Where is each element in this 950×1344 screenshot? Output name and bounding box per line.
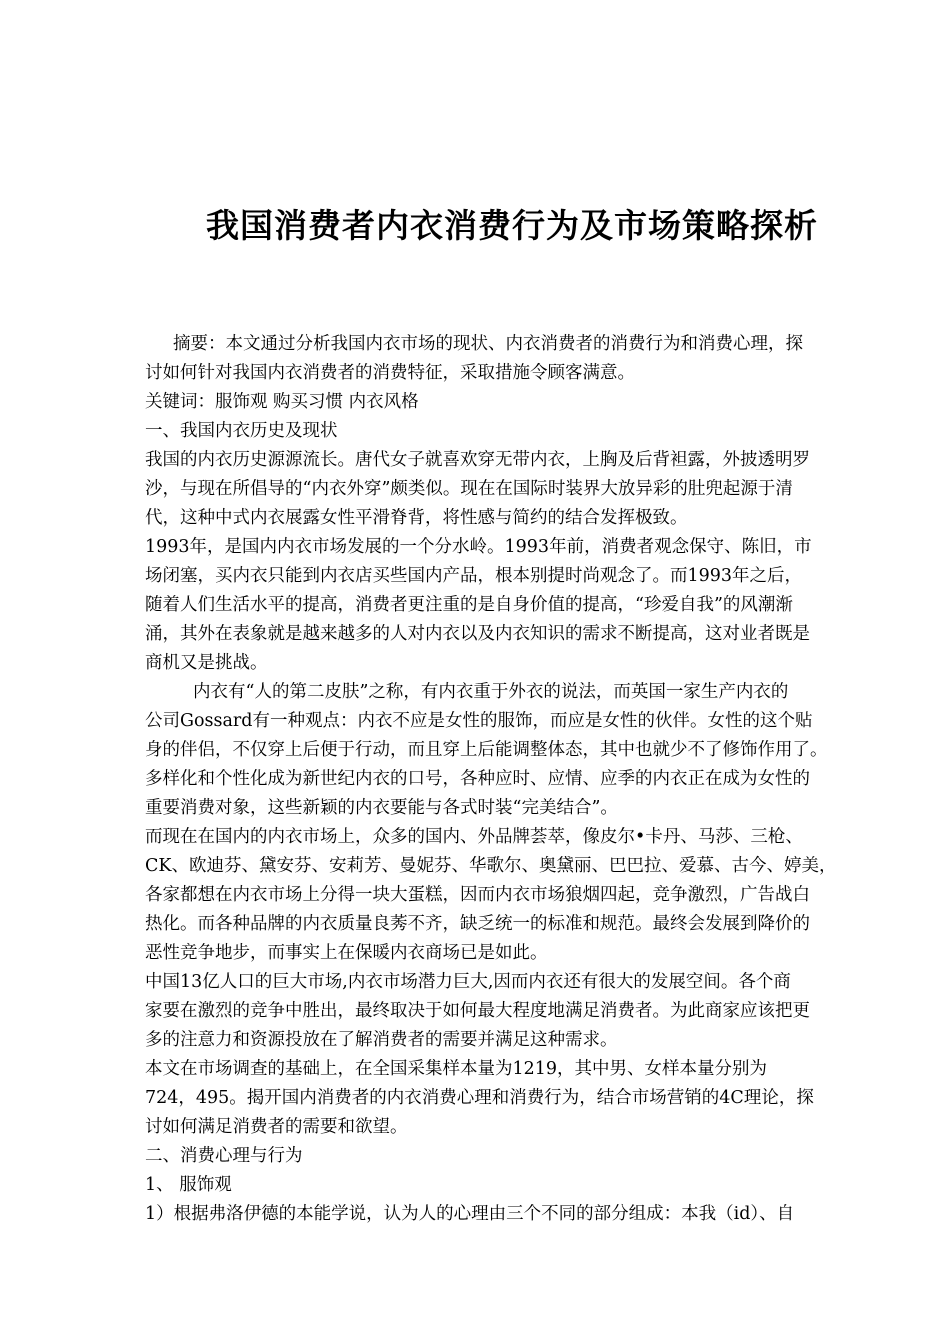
body-line: 本文在市场调查的基础上，在全国采集样本量为1219，其中男、女样本量分别为: [145, 1059, 768, 1079]
body-line: 1）根据弗洛伊德的本能学说，认为人的心理由三个不同的部分组成：本我（id）、自: [145, 1204, 795, 1224]
section-heading: 一、我国内衣历史及现状: [145, 421, 338, 441]
body-line: 恶性竞争地步，而事实上在保暖内衣商场已是如此。: [145, 943, 548, 963]
body-line: 而现在在国内的内衣市场上，众多的国内、外品牌荟萃，像皮尔•卡丹、马莎、三枪、: [145, 827, 803, 847]
body-line: 代，这种中式内衣展露女性平滑脊背，将性感与简约的结合发挥极致。: [145, 508, 688, 528]
body-line: 热化。而各种品牌的内衣质量良莠不齐，缺乏统一的标准和规范。最终会发展到降价的: [145, 914, 810, 934]
body-line: 中国13亿人口的巨大市场,内衣市场潜力巨大,因而内衣还有很大的发展空间。各个商: [145, 972, 791, 992]
body-line: 我国的内衣历史源源流长。唐代女子就喜欢穿无带内衣，上胸及后背袒露，外披透明罗: [145, 450, 810, 470]
body-line: CK、欧迪芬、黛安芬、安莉芳、曼妮芬、华歌尔、奥黛丽、巴巴拉、爱慕、古今、婷美，: [145, 856, 837, 876]
body-line: 1993年，是国内内衣市场发展的一个分水岭。1993年前，消费者观念保守、陈旧，市: [145, 537, 812, 557]
body-line: 各家都想在内衣市场上分得一块大蛋糕，因而内衣市场狼烟四起，竞争激烈，广告战白: [145, 885, 810, 905]
body-line: 内衣有“人的第二皮肤”之称，有内衣重于外衣的说法，而英国一家生产内衣的: [193, 682, 789, 702]
subsection-heading: 1、 服饰观: [145, 1175, 232, 1195]
body-line: 家要在激烈的竞争中胜出，最终取决于如何最大程度地满足消费者。为此商家应该把更: [145, 1001, 810, 1021]
body-line: 讨如何满足消费者的需要和欲望。: [145, 1117, 408, 1137]
body-line: 随着人们生活水平的提高，消费者更注重的是自身价值的提高，“珍爱自我”的风潮渐: [145, 595, 793, 615]
body-line: 多样化和个性化成为新世纪内衣的口号，各种应时、应情、应季的内衣正在成为女性的: [145, 769, 810, 789]
abstract-line: 讨如何针对我国内衣消费者的消费特征，采取措施令顾客满意。: [145, 363, 635, 383]
section-heading: 二、消费心理与行为: [145, 1146, 303, 1166]
body-line: 公司Gossard有一种观点：内衣不应是女性的服饰，而应是女性的伙伴。女性的这个贴: [145, 711, 813, 731]
document-title: 我国消费者内衣消费行为及市场策略探析: [206, 206, 818, 245]
body-line: 沙，与现在所倡导的“内衣外穿”颇类似。现在在国际时装界大放异彩的肚兜起源于清: [145, 479, 793, 499]
body-line: 场闭塞，买内衣只能到内衣店买些国内产品，根本别提时尚观念了。而1993年之后，: [145, 566, 803, 586]
body-line: 724，495。揭开国内消费者的内衣消费心理和消费行为，结合市场营销的4C理论，探: [145, 1088, 814, 1108]
keywords-line: 关键词：服饰观 购买习惯 内衣风格: [145, 392, 419, 412]
body-line: 多的注意力和资源投放在了解消费者的需要并满足这种需求。: [145, 1030, 618, 1050]
abstract-line: 摘要：本文通过分析我国内衣市场的现状、内衣消费者的消费行为和消费心理，探: [173, 334, 803, 354]
body-line: 涌，其外在表象就是越来越多的人对内衣以及内衣知识的需求不断提高，这对业者既是: [145, 624, 810, 644]
body-line: 重要消费对象，这些新颖的内衣要能与各式时装“完美结合”。: [145, 798, 618, 818]
body-line: 身的伴侣，不仅穿上后便于行动，而且穿上后能调整体态，其中也就少不了修饰作用了。: [145, 740, 828, 760]
body-line: 商机又是挑战。: [145, 653, 268, 673]
